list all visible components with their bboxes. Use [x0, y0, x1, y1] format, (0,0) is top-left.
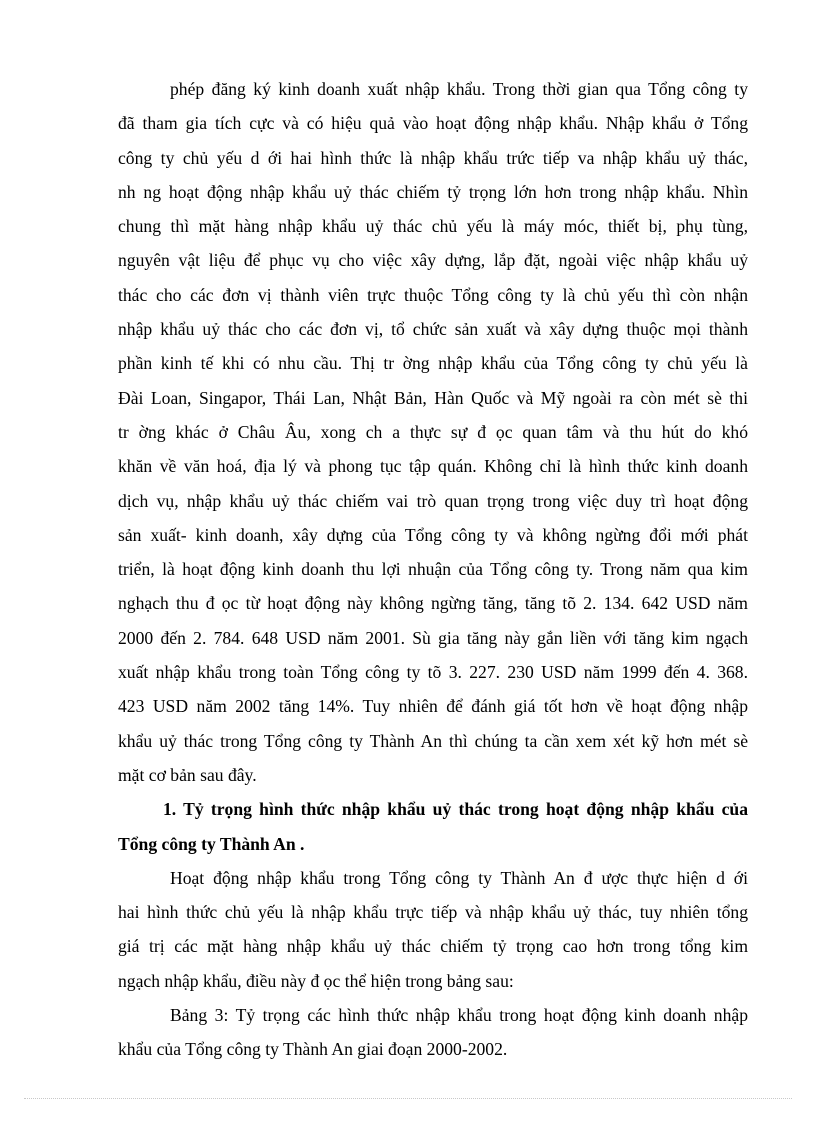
- page-bottom-rule: [24, 1098, 792, 1099]
- paragraph-line: phép đăng ký kinh doanh xuất nhập khẩu. Trong thời gian qua Tổng công ty: [170, 79, 748, 99]
- paragraph-line: đã tham gia tích cực và có hiệu quả vào hoạt động nhập khẩu. Nhập khẩu ở Tổng: [118, 113, 748, 134]
- paragraph-line: nh ng hoạt động nhập khẩu uỷ thác chiếm tỷ trọng lớn hơn trong nhập khẩu. Nhìn: [118, 181, 748, 202]
- caption-line: Bảng 3: Tỷ trọng các hình thức nhập khẩu trong hoạt động kinh doanh nhập: [170, 1005, 748, 1026]
- paragraph-line: triển, là hoạt động kinh doanh thu lợi nhuận của Tổng công ty. Trong năm qua kim: [118, 559, 748, 580]
- paragraph-line: khẩu uỷ thác trong Tổng công ty Thành An thì chúng ta cần xem xét kỹ hơn mét sè: [118, 730, 748, 751]
- paragraph-line: Hoạt động nhập khẩu trong Tổng công ty Thành An đ ược thực hiện d ới: [170, 867, 748, 888]
- paragraph-line: nguyên vật liệu để phục vụ cho việc xây dựng, lắp đặt, ngoài việc nhập khẩu uỷ: [118, 250, 748, 271]
- paragraph-line: tr ờng khác ở Châu Âu, xong ch a thực sự đ ọc quan tâm và thu hút do khó: [118, 421, 748, 442]
- heading-line: 1. Tỷ trọng hình thức nhập khẩu uỷ thác trong hoạt động nhập khẩu của: [163, 799, 748, 820]
- section-heading: [118, 792, 748, 861]
- paragraph-2: [118, 861, 748, 998]
- paragraph-line: nghạch thu đ ọc từ hoạt động này không ngừng tăng, tăng tõ 2. 134. 642 USD năm: [118, 593, 748, 614]
- paragraph-line: 2000 đến 2. 784. 648 USD năm 2001. Sù gia tăng này gắn liền với tăng kim ngạch: [118, 627, 748, 648]
- paragraph-line: công ty chủ yếu d ới hai hình thức là nhập khẩu trức tiếp va nhập khẩu uỷ thác,: [118, 147, 748, 168]
- document-page: [118, 72, 748, 1067]
- paragraph-line: sản xuất- kinh doanh, xây dựng của Tổng công ty và không ngừng đổi mới phát: [118, 524, 748, 545]
- paragraph-line: nhập khẩu uỷ thác cho các đơn vị, tổ chức sản xuất và xây dựng thuộc mọi thành: [118, 319, 748, 340]
- paragraph-line: Đài Loan, Singapor, Thái Lan, Nhật Bản, Hàn Quốc và Mỹ ngoài ra còn mét sè thi: [118, 387, 748, 408]
- paragraph-line: xuất nhập khẩu trong toàn Tổng công ty tõ 3. 227. 230 USD năm 1999 đến 4. 368.: [118, 662, 748, 683]
- paragraph-line: mặt cơ bản sau đây.: [118, 764, 257, 785]
- paragraph-1: [118, 72, 748, 792]
- paragraph-line: ngạch nhập khẩu, điều này đ ọc thể hiện trong bảng sau:: [118, 970, 514, 991]
- paragraph-line: phần kinh tế khi có nhu cầu. Thị tr ờng nhập khẩu của Tổng công ty chủ yếu là: [118, 353, 748, 374]
- paragraph-line: giá trị các mặt hàng nhập khẩu uỷ thác chiếm tỷ trọng cao hơn trong tổng kim: [118, 936, 748, 957]
- heading-line: Tổng công ty Thành An .: [118, 833, 305, 854]
- caption-line: khẩu của Tổng công ty Thành An giai đoạn 2000-2002.: [118, 1039, 508, 1060]
- paragraph-line: khăn về văn hoá, địa lý và phong tục tập quán. Không chỉ là hình thức kinh doanh: [118, 456, 748, 477]
- paragraph-line: dịch vụ, nhập khẩu uỷ thác chiếm vai trò quan trọng trong việc duy trì hoạt động: [118, 490, 748, 511]
- table-caption: [118, 998, 748, 1067]
- paragraph-line: 423 USD năm 2002 tăng 14%. Tuy nhiên để đánh giá tốt hơn về hoạt động nhập: [118, 696, 748, 717]
- paragraph-line: chung thì mặt hàng nhập khẩu uỷ thác chủ yếu là máy móc, thiết bị, phụ tùng,: [118, 216, 748, 237]
- paragraph-line: thác cho các đơn vị thành viên trực thuộc Tổng công ty là chủ yếu thì còn nhận: [118, 284, 748, 305]
- paragraph-line: hai hình thức chủ yếu là nhập khẩu trực tiếp và nhập khẩu uỷ thác, tuy nhiên tổng: [118, 902, 748, 923]
